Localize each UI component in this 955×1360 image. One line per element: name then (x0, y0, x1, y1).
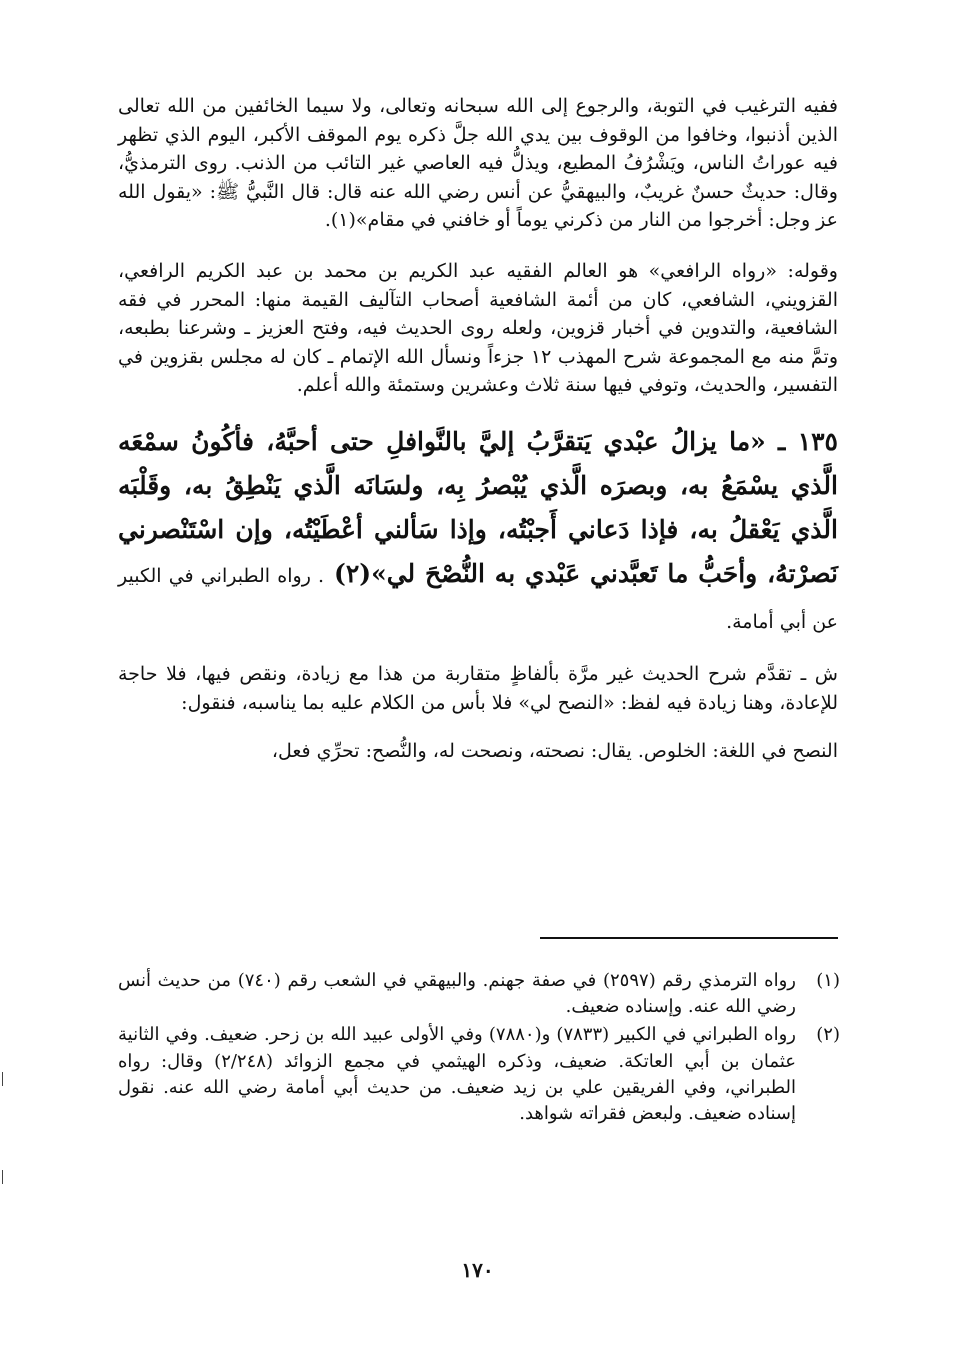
page-number: ١٧٠ (461, 1258, 494, 1282)
paragraph-rafii: وقوله: «رواه الرافعي» هو العالم الفقيه عبد الكريم بن محمد بن عبد الكريم الرافعي، القزويني، الشافعي، كان من أئمة الشافعية أصحاب التآليف القيمة منها: المحرر في فقه الشافعية، والتدوين في أخبار قزوين، ولعله روى الحديث فيه، وفتح العزيز ـ وشرعنا بطبعه، وتمَّ منه مع المجموعة شرح المهذب ١٢ جزءاً ونسأل الله الإتمام ـ كان له مجلس بقزوين في التفسير، والحديث، وتوفي فيها سنة ثلاث وعشرين وستمئة والله أعلم. (118, 259, 838, 397)
paragraph-repentance: ففيه الترغيب في التوبة، والرجوع إلى الله سبحانه وتعالى، ولا سيما الخائفين من الله تعالى الذين أذنبوا، وخافوا من الوقوف بين يدي الله جلَّ ذكره يوم الموقف الأكبر، اليوم الذي تظهر فيه عوراتُ الناس، ويَشْرُفُ المطيع، ويذلُّ فيه العاصي غير التائب من الذنب. روى الترمذيُّ، وقال: حديثٌ حسنٌ غريبٌ، والبيهقيُّ عن أنس رضي الله عنه قال: قال النَّبيُّ ﷺ: «يقول الله عز وجل: أخرجوا من النار من ذكرني يوماً أو خافني في مقام»(١). (118, 95, 838, 232)
scan-margin-mark (2, 1072, 7, 1086)
hadith-135-source: . رواه الطبراني في الكبير عن أبي أمامة. (118, 564, 838, 633)
footnote-item (118, 968, 840, 1020)
footnote-number: (١) (816, 970, 840, 991)
footnote-text: رواه الترمذي رقم (٢٥٩٧) في صفة جهنم. والبيهقي في الشعب رقم (٧٤٠) من حديث أنس رضي الله عنه. وإسناده ضعيف. (118, 970, 796, 1018)
footnote-separator (540, 937, 838, 939)
footnotes (118, 968, 840, 1129)
hadith-135 (118, 420, 838, 644)
paragraph-nasiha-definition: النصح في اللغة: الخلوص. يقال: نصحته، ونصحت له، والنُّصح: تحرِّي فعل، (271, 740, 838, 763)
footnote-number: (٢) (816, 1024, 840, 1046)
scan-margin-mark (2, 1170, 7, 1184)
main-text (118, 92, 838, 766)
footnote-item (118, 1022, 840, 1127)
paragraph-commentary: ش ـ تقدَّم شرح الحديث غير مرَّة بألفاظٍ متقاربة من هذا مع زيادة، ونقص فيها، فلا حاجة للإعادة، وهنا زيادة فيه لفظ: «النصح لي» فلا بأس من الكلام عليه بما يناسبه، فنقول: (118, 662, 838, 714)
hadith-135-text: ١٣٥ ـ «ما يزالُ عبْدي يَتقرَّبُ إليَّ بالنَّوافلِ حتى أحبَّهُ، فأكُونُ سمْعَه الَّذي يسْمَعُ به، وبصرَه الَّذي يُبْصرُ بِه، ولسَانَه الَّذي يَنْطِقُ به، وقَلْبَه الَّذي يَعْقلُ به، فإذا دَعاني أَجبْتُه، وإذا سَألني أعْطَيْتُه، وإن اسْتَنْصرني نَصرْتهُ، وأحَبُّ ما تَعبَّدني عَبْدي به النُّصْحَ لي»(٢) (118, 426, 838, 588)
footnote-text: رواه الطبراني في الكبير (٧٨٣٣) و(٧٨٨٠) وفي الأولى عبيد الله بن زحر. ضعيف. وفي الثانية عثمان بن أبي العاتكة. ضعيف، وذكره الهيثمي في مجمع الزوائد (٢/٢٤٨) وقال: رواه الطبراني، وفي الفريقين علي بن زيد ضعيف. من حديث أبي أمامة رضي الله عنه. نقول إسناده ضعيف. ولبعض فقراته شواهد. (118, 1024, 796, 1125)
